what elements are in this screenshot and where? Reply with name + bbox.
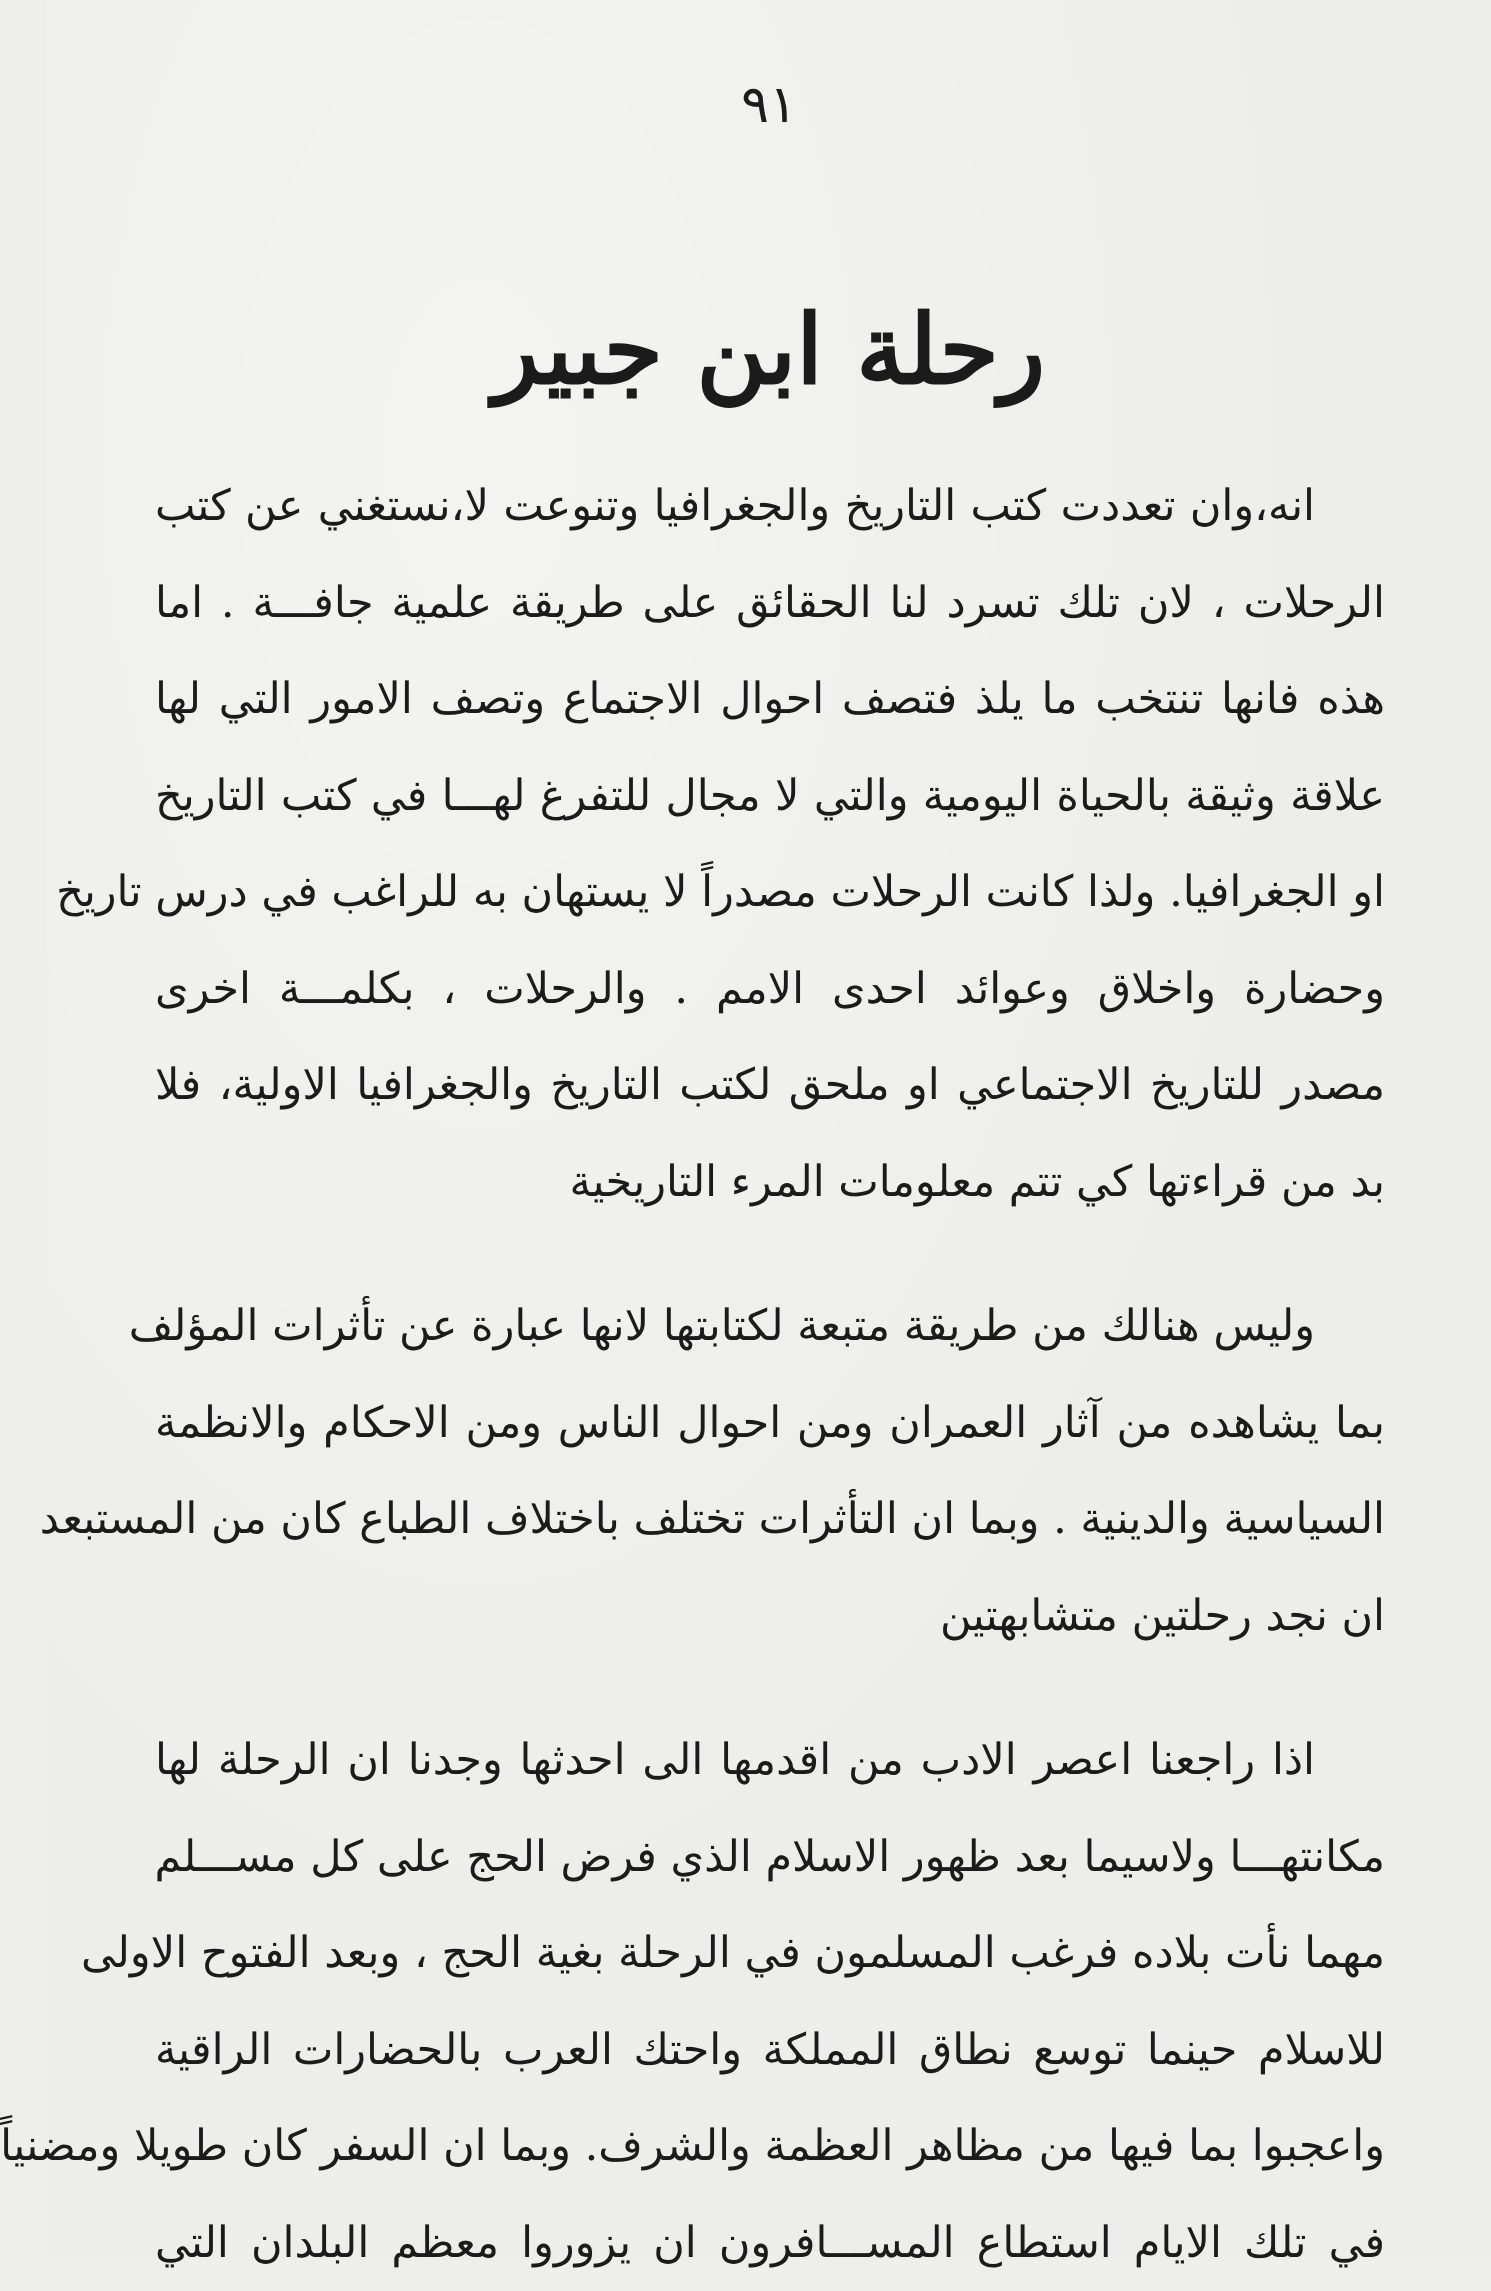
body-text — [155, 458, 1385, 2291]
text-line: مهما نأت بلاده فرغب المسلمون في الرحلة بغية الحج ، وبعد الفتوح الاولى — [155, 1905, 1385, 2002]
text-line: السياسية والدينية . وبما ان التأثرات تختلف باختلاف الطباع كان من المستبعد — [155, 1471, 1385, 1568]
paragraph-2 — [155, 1278, 1385, 1664]
text-line: مصدر للتاريخ الاجتماعي او ملحق لكتب التاريخ والجغرافيا الاولية، فلا — [155, 1037, 1385, 1134]
text-line: مكانتهـــا ولاسيما بعد ظهور الاسلام الذي فرض الحج على كل مســـلم — [155, 1809, 1385, 1906]
text-line: وليس هنالك من طريقة متبعة لكتابتها لانها عبارة عن تأثرات المؤلف — [155, 1278, 1385, 1375]
paragraph-3 — [155, 1712, 1385, 2291]
text-line: بما يشاهده من آثار العمران ومن احوال الناس ومن الاحكام والانظمة — [155, 1375, 1385, 1472]
page-number: ٩١ — [47, 70, 1491, 140]
paragraph-1 — [155, 458, 1385, 1230]
text-line: واعجبوا بما فيها من مظاهر العظمة والشرف. وبما ان السفر كان طويلا ومضنياً — [155, 2098, 1385, 2195]
text-line: في تلك الايام استطاع المســـافرون ان يزوروا معظم البلدان التي — [155, 2195, 1385, 2291]
book-page — [47, 0, 1491, 2260]
text-line: الرحلات ، لان تلك تسرد لنا الحقائق على طريقة علمية جافـــة . اما — [155, 555, 1385, 652]
text-line: انه،وان تعددت كتب التاريخ والجغرافيا وتنوعت لا،نستغني عن كتب — [155, 458, 1385, 555]
text-line: ان نجد رحلتين متشابهتين — [155, 1568, 1385, 1665]
text-line: او الجغرافيا. ولذا كانت الرحلات مصدراً لا يستهان به للراغب في درس تاريخ — [155, 844, 1385, 941]
text-line: للاسلام حينما توسع نطاق المملكة واحتك العرب بالحضارات الراقية — [155, 2002, 1385, 2099]
text-line: علاقة وثيقة بالحياة اليومية والتي لا مجال للتفرغ لهـــا في كتب التاريخ — [155, 748, 1385, 845]
text-line: هذه فانها تنتخب ما يلذ فتصف احوال الاجتماع وتصف الامور التي لها — [155, 651, 1385, 748]
page-title: رحلة ابن جبير — [47, 290, 1491, 410]
text-line: وحضارة واخلاق وعوائد احدى الامم . والرحلات ، بكلمـــة اخرى — [155, 941, 1385, 1038]
text-line: بد من قراءتها كي تتم معلومات المرء التاريخية — [155, 1134, 1385, 1231]
text-line: اذا راجعنا اعصر الادب من اقدمها الى احدثها وجدنا ان الرحلة لها — [155, 1712, 1385, 1809]
